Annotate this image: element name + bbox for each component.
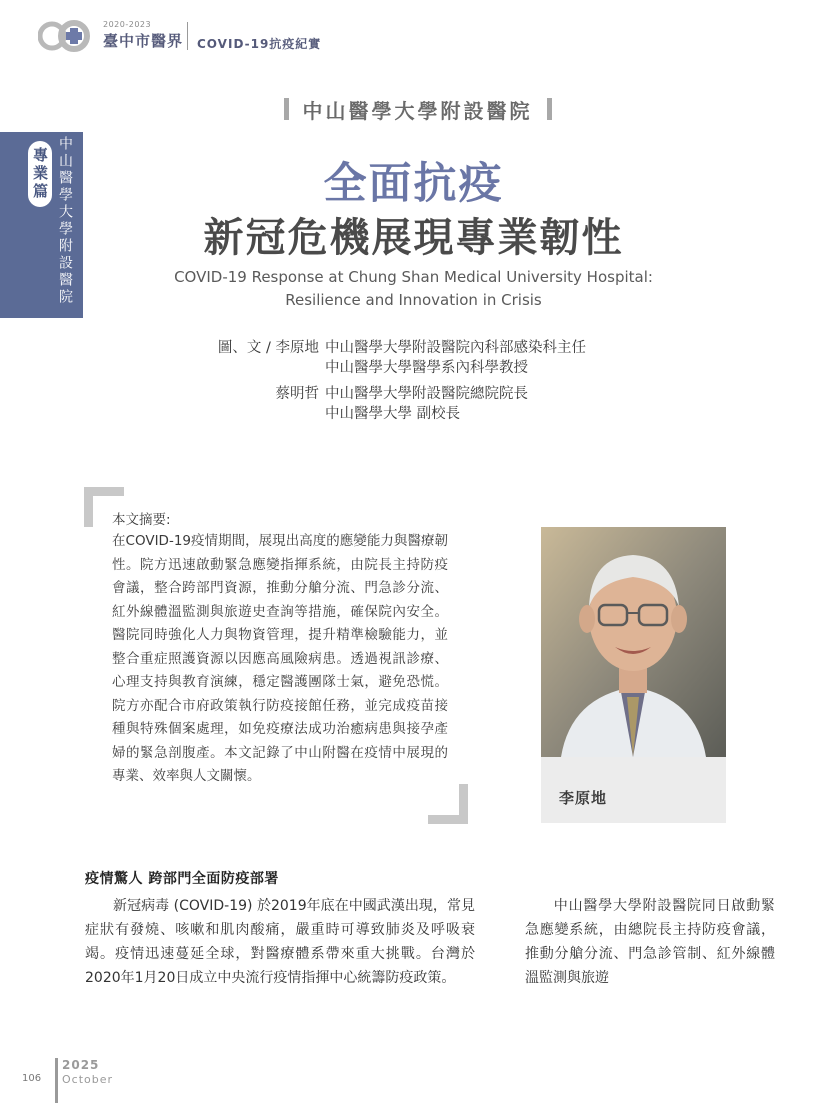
side-hospital-label: 中山醫學大學附設醫院	[57, 136, 73, 306]
header-years: 2020-2023	[103, 20, 152, 29]
english-title-line1: COVID-19 Response at Chung Shan Medical University Hospital:	[174, 268, 653, 286]
author-role: 蔡明哲	[275, 386, 319, 402]
section-heading: 疫情驚人 跨部門全面防疫部署	[85, 871, 279, 887]
author-role: 圖、文 / 李原地	[217, 340, 319, 356]
footer-month: October	[62, 1073, 114, 1086]
body-right-text: 中山醫學大學附設醫院同日啟動緊急應變系統，由總院長主持防疫會議，推動分艙分流、門急診管制、紅外線體溫監測與旅遊	[525, 898, 775, 986]
author-title-line: 中山醫學大學附設醫院總院院長	[325, 386, 528, 402]
author-title-line: 中山醫學大學醫學系內科學教授	[325, 360, 528, 376]
author-row	[200, 338, 625, 378]
abstract-label: 本文摘要:	[112, 512, 171, 528]
main-title-line1: 全面抗疫	[323, 159, 504, 209]
header-divider	[187, 22, 188, 50]
side-category-label: 專業篇	[28, 141, 52, 207]
footer-year: 2025	[62, 1058, 100, 1072]
body-paragraph-left	[85, 894, 475, 990]
author-title-line: 中山醫學大學 副校長	[325, 406, 461, 422]
heading-right-bar	[547, 98, 552, 120]
body-paragraph-right	[525, 894, 775, 990]
magazine-80th-logo	[38, 16, 96, 56]
author-photo-card	[541, 527, 726, 823]
author-title-line: 中山醫學大學附設醫院內科部感染科主任	[325, 340, 586, 356]
hospital-heading	[275, 94, 560, 124]
hospital-heading-text: 中山醫學大學附設醫院	[302, 98, 533, 123]
heading-left-bar	[284, 98, 289, 120]
body-left-text: 新冠病毒 (COVID-19) 於2019年底在中國武漢出現，常見症狀有發燒、咳嗽和肌肉酸痛，嚴重時可導致肺炎及呼吸衰竭。疫情迅速蔓延全球，對醫療體系帶來重大挑戰。台灣於2020年1月20日成立中央流行疫情指揮中心統籌防疫政策。	[85, 898, 475, 986]
footer-bar	[55, 1058, 58, 1103]
main-title-line2: 新冠危機展現專業韌性	[203, 215, 624, 261]
abstract-bracket-close	[428, 784, 468, 824]
author-portrait-image	[541, 527, 726, 757]
header-section-title: COVID-19抗疫紀實	[197, 37, 322, 51]
author-credits	[200, 338, 625, 424]
english-title	[0, 266, 827, 312]
author-row	[200, 384, 625, 424]
author-photo-caption: 李原地	[559, 789, 608, 807]
english-title-line2: Resilience and Innovation in Crisis	[285, 291, 542, 309]
page-number: 106	[22, 1073, 42, 1084]
header-magazine-title: 臺中市醫界	[103, 32, 184, 50]
abstract-text: 在COVID-19疫情期間，展現出高度的應變能力與醫療韌性。院方迅速啟動緊急應變指揮系統，由院長主持防疫會議，整合跨部門資源，推動分艙分流、門急診分流、紅外線體溫監測與旅遊史查詢等措施，確保院內安全。醫院同時強化人力與物資管理，提升精準檢驗能力，並整合重症照護資源以因應高風險病患。透過視訊診療、心理支持與教育演練，穩定醫護團隊士氣，避免恐慌。院方亦配合市府政策執行防疫接館任務，並完成疫苗接種與特殊個案處理，如免疫療法成功治癒病患與接孕產婦的緊急剖腹產。本文記錄了中山附醫在疫情中展現的專業、效率與人文關懷。	[112, 533, 448, 784]
